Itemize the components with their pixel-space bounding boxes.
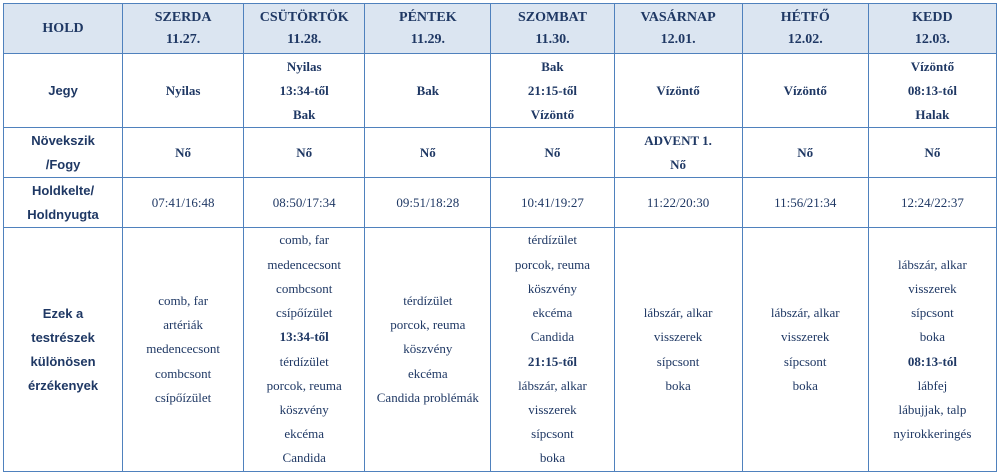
phase-text: Nő (175, 144, 192, 160)
day-header (123, 4, 244, 54)
row-label-moonrise (4, 178, 123, 228)
row-label-sign: Jegy (4, 54, 123, 128)
body-part: csípőízület (276, 305, 333, 321)
row-label-line: különösen (30, 353, 96, 369)
sign-text: Vízöntő (530, 106, 575, 122)
sign-text: 08:13-tól (907, 82, 957, 98)
phase-cell (742, 128, 868, 178)
body-part: Candida problémák (376, 389, 479, 405)
day-header (365, 4, 491, 54)
body-parts-cell (614, 228, 742, 472)
phase-cell (868, 128, 996, 178)
row-label-body-parts (4, 228, 123, 472)
sign-cell (123, 54, 244, 128)
body-parts-cell (244, 228, 365, 472)
body-part: boka (792, 377, 818, 393)
phase-cell (365, 128, 491, 178)
body-part: medencecsont (146, 341, 220, 357)
body-part: térdízület (527, 232, 577, 248)
body-part: porcok, reuma (390, 317, 466, 333)
body-part: porcok, reuma (266, 377, 342, 393)
body-part: combcsont (276, 280, 333, 296)
sign-text: Vízöntő (910, 58, 955, 74)
body-part: visszerek (653, 329, 703, 345)
row-label-line: Holdnyugta (27, 206, 99, 222)
sign-text: Bak (293, 106, 316, 122)
phase-cell (491, 128, 614, 178)
phase-cell (244, 128, 365, 178)
body-part: sípcsont (783, 353, 827, 369)
header-row (4, 4, 997, 54)
sign-row (4, 54, 997, 128)
phase-text: Nő (670, 156, 687, 172)
body-part: visszerek (781, 329, 830, 345)
body-part: combcsont (154, 365, 212, 381)
body-part: boka (665, 377, 691, 393)
body-part: Candida (282, 450, 326, 466)
moonrise-cell: 07:41/16:48 (123, 178, 244, 228)
body-part: lábszár, alkar (518, 377, 587, 393)
phase-text: Nő (797, 144, 814, 160)
day-date: 11.30. (535, 31, 570, 47)
day-date: 11.27. (166, 31, 201, 47)
sign-text: Nyilas (165, 82, 201, 98)
body-part: lábszár, alkar (770, 305, 840, 321)
body-part: köszvény (527, 280, 578, 296)
phase-text: Nő (296, 144, 313, 160)
body-part: boka (539, 450, 566, 466)
phase-text: Nő (544, 144, 561, 160)
moonrise-row (4, 178, 997, 228)
row-label-line: /Fogy (45, 156, 81, 172)
phase-text: Nő (419, 144, 436, 160)
moonrise-cell: 11:56/21:34 (742, 178, 868, 228)
day-name: HÉTFŐ (780, 9, 830, 25)
day-name: CSÜTÖRTÖK (259, 9, 349, 25)
time-marker: 21:15-től (527, 353, 578, 369)
day-date: 11.28. (287, 31, 322, 47)
sign-text: Nyilas (286, 58, 322, 74)
sign-cell (365, 54, 491, 128)
time-marker: 08:13-tól (907, 353, 957, 369)
body-part: térdízület (403, 292, 453, 308)
day-date: 12.01. (660, 31, 696, 47)
day-header (491, 4, 614, 54)
moonrise-cell: 08:50/17:34 (244, 178, 365, 228)
body-part: visszerek (908, 280, 957, 296)
body-part: köszvény (279, 401, 329, 417)
body-part: comb, far (279, 232, 330, 248)
body-part: ekcéma (407, 365, 448, 381)
phase-text: ADVENT 1. (644, 132, 712, 148)
body-part: lábszár, alkar (643, 305, 713, 321)
sign-cell (868, 54, 996, 128)
body-part: sípcsont (531, 426, 574, 442)
row-label-line: testrészek (31, 329, 95, 345)
body-parts-cell (868, 228, 996, 472)
body-parts-cell (123, 228, 244, 472)
body-part: lábszár, alkar (898, 256, 967, 272)
sign-text: 13:34-től (279, 82, 329, 98)
body-part: sípcsont (656, 353, 700, 369)
body-part: medencecsont (267, 256, 342, 272)
time-marker: 13:34-től (279, 329, 329, 345)
row-label-line: Holdkelte/ (31, 182, 95, 198)
body-part: térdízület (279, 353, 329, 369)
moonrise-cell: 10:41/19:27 (491, 178, 614, 228)
body-part: ekcéma (284, 426, 325, 442)
sign-cell (491, 54, 614, 128)
sign-cell (742, 54, 868, 128)
body-part: boka (919, 329, 946, 345)
sign-cell (614, 54, 742, 128)
phase-text: Nő (924, 144, 941, 160)
body-part: sípcsont (911, 305, 954, 321)
body-part: ekcéma (532, 305, 573, 321)
sign-text: Vízöntő (783, 82, 827, 98)
sign-text: Vízöntő (656, 82, 700, 98)
row-label-phase (4, 128, 123, 178)
body-part: csípőízület (154, 389, 212, 405)
day-date: 11.29. (410, 31, 445, 47)
day-date: 12.02. (787, 31, 823, 47)
day-name: SZERDA (154, 9, 212, 25)
sign-text: Halak (915, 106, 950, 122)
day-date: 12.03. (914, 31, 950, 47)
day-name: PÉNTEK (399, 9, 457, 25)
body-part: lábfej (917, 377, 948, 393)
day-header (742, 4, 868, 54)
body-parts-row (4, 228, 997, 472)
moonrise-cell: 12:24/22:37 (868, 178, 996, 228)
sign-cell (244, 54, 365, 128)
moon-calendar-table (3, 3, 997, 472)
body-part: comb, far (158, 292, 209, 308)
body-part: köszvény (403, 341, 453, 357)
body-part: visszerek (528, 401, 577, 417)
row-label-line: érzékenyek (27, 377, 99, 393)
day-header (244, 4, 365, 54)
phase-row (4, 128, 997, 178)
sign-text: Bak (541, 58, 564, 74)
body-part: Candida (530, 329, 575, 345)
sign-text: Bak (416, 82, 440, 98)
body-parts-cell (491, 228, 614, 472)
row-label-line: Ezek a (42, 305, 84, 321)
body-parts-cell (742, 228, 868, 472)
day-header (868, 4, 996, 54)
day-name: KEDD (912, 9, 953, 25)
body-part: artériák (163, 317, 203, 333)
day-name: SZOMBAT (517, 9, 587, 25)
moonrise-cell: 09:51/18:28 (365, 178, 491, 228)
row-label-line: Növekszik (31, 132, 95, 148)
day-header (614, 4, 742, 54)
corner-label: HOLD (4, 4, 123, 54)
body-part: porcok, reuma (514, 256, 590, 272)
body-part: nyirokkeringés (893, 426, 972, 442)
body-part: lábujjak, talp (898, 401, 967, 417)
day-name: VASÁRNAP (640, 9, 716, 25)
moonrise-cell: 11:22/20:30 (614, 178, 742, 228)
phase-cell (614, 128, 742, 178)
sign-text: 21:15-től (527, 82, 578, 98)
phase-cell (123, 128, 244, 178)
body-parts-cell (365, 228, 491, 472)
